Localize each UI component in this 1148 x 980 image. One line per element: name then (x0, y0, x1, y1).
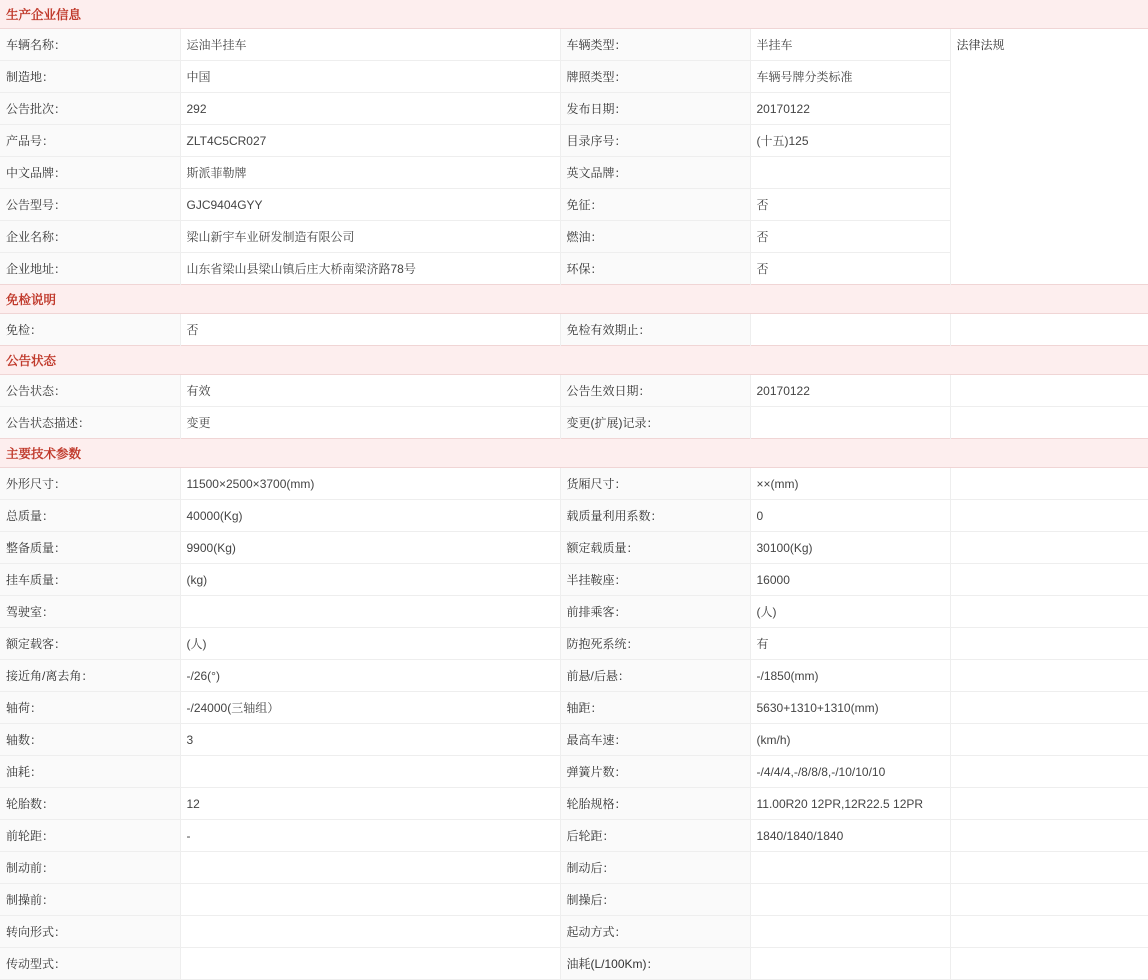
section-title-exemption: 免检说明 (0, 285, 1148, 314)
row-label: 免检： (0, 314, 180, 346)
row-label-2: 前悬/后悬： (560, 660, 750, 692)
row-label: 总质量： (0, 500, 180, 532)
row-label-2: 车辆类型： (560, 29, 750, 61)
spacer-cell (950, 564, 1148, 596)
row-label-2: 环保： (560, 253, 750, 285)
row-label: 公告状态： (0, 375, 180, 407)
row-value-2 (750, 884, 950, 916)
section-header-exemption (0, 285, 1148, 314)
row-label-2: 最高车速： (560, 724, 750, 756)
row-label-2: 牌照类型： (560, 61, 750, 93)
row-value: 中国 (180, 61, 560, 93)
row-label: 油耗： (0, 756, 180, 788)
spacer-cell (950, 628, 1148, 660)
row-value-2: 否 (750, 221, 950, 253)
row-value: 有效 (180, 375, 560, 407)
row-value-2: -/4/4/4,-/8/8/8,-/10/10/10 (750, 756, 950, 788)
spacer-cell (950, 532, 1148, 564)
row-label: 企业地址： (0, 253, 180, 285)
section-title-manufacturer: 生产企业信息 (0, 0, 1148, 29)
table-row (0, 820, 1148, 852)
row-value: -/24000(三轴组） (180, 692, 560, 724)
row-value: 292 (180, 93, 560, 125)
spacer-cell (950, 820, 1148, 852)
row-value-2 (750, 852, 950, 884)
row-label-2: 起动方式： (560, 916, 750, 948)
row-label-2: 前排乘客： (560, 596, 750, 628)
row-label-2: 燃油： (560, 221, 750, 253)
row-label: 公告批次： (0, 93, 180, 125)
row-label-2: 制动后： (560, 852, 750, 884)
table-row (0, 375, 1148, 407)
row-label-2: 额定载质量： (560, 532, 750, 564)
row-label: 驾驶室： (0, 596, 180, 628)
spacer-cell (950, 500, 1148, 532)
row-label-2: 后轮距： (560, 820, 750, 852)
row-label-2: 变更(扩展)记录： (560, 407, 750, 439)
row-value-2 (750, 157, 950, 189)
row-value-2 (750, 407, 950, 439)
row-value: 山东省梁山县梁山镇后庄大桥南梁济路78号 (180, 253, 560, 285)
row-value: 11500×2500×3700(mm) (180, 468, 560, 500)
row-label-2: 免检有效期止： (560, 314, 750, 346)
row-value: 斯派菲勒牌 (180, 157, 560, 189)
row-label-2: 公告生效日期： (560, 375, 750, 407)
row-value: 12 (180, 788, 560, 820)
spacer-cell (950, 660, 1148, 692)
spacer-cell (950, 596, 1148, 628)
row-label: 转向形式： (0, 916, 180, 948)
spacer-cell (950, 916, 1148, 948)
law-link[interactable]: 法律法规 (956, 38, 1005, 52)
table-row (0, 852, 1148, 884)
row-value-2: ××(mm) (750, 468, 950, 500)
spacer-cell (950, 788, 1148, 820)
table-row (0, 692, 1148, 724)
row-value-2: 20170122 (750, 375, 950, 407)
row-value: 40000(Kg) (180, 500, 560, 532)
row-value: 3 (180, 724, 560, 756)
section-title-status: 公告状态 (0, 346, 1148, 375)
row-value-2: 否 (750, 253, 950, 285)
row-label-2: 货厢尺寸： (560, 468, 750, 500)
table-row (0, 500, 1148, 532)
section-header-specs (0, 439, 1148, 468)
table-row (0, 724, 1148, 756)
row-label: 公告型号： (0, 189, 180, 221)
row-value (180, 756, 560, 788)
table-row (0, 596, 1148, 628)
table-row (0, 532, 1148, 564)
row-value: 9900(Kg) (180, 532, 560, 564)
row-value-2: 30100(Kg) (750, 532, 950, 564)
row-label: 轴荷： (0, 692, 180, 724)
row-value (180, 948, 560, 980)
row-value-2: 有 (750, 628, 950, 660)
section-header-manufacturer (0, 0, 1148, 29)
row-value-2: (十五)125 (750, 125, 950, 157)
row-label-2: 免征： (560, 189, 750, 221)
table-row (0, 314, 1148, 346)
row-value: GJC9404GYY (180, 189, 560, 221)
spacer-cell (950, 407, 1148, 439)
row-label: 挂车质量： (0, 564, 180, 596)
row-value (180, 852, 560, 884)
row-value: 梁山新宇车业研发制造有限公司 (180, 221, 560, 253)
row-value-2 (750, 314, 950, 346)
row-label-2: 轮胎规格： (560, 788, 750, 820)
row-value (180, 884, 560, 916)
row-label-2: 轴距： (560, 692, 750, 724)
row-value: (kg) (180, 564, 560, 596)
table-row (0, 916, 1148, 948)
row-label: 整备质量： (0, 532, 180, 564)
row-value-2: 11.00R20 12PR,12R22.5 12PR (750, 788, 950, 820)
table-row (0, 884, 1148, 916)
row-value-2: 0 (750, 500, 950, 532)
row-value-2: (人) (750, 596, 950, 628)
spacer-cell (950, 468, 1148, 500)
spacer-cell (950, 375, 1148, 407)
row-label: 车辆名称： (0, 29, 180, 61)
row-label-2: 防抱死系统： (560, 628, 750, 660)
table-row (0, 564, 1148, 596)
row-label: 额定载客： (0, 628, 180, 660)
spacer-cell (950, 852, 1148, 884)
row-value-2: 1840/1840/1840 (750, 820, 950, 852)
row-value-2: 车辆号牌分类标准 (750, 61, 950, 93)
row-value-2: (km/h) (750, 724, 950, 756)
row-label: 制动前： (0, 852, 180, 884)
row-label-2: 半挂鞍座： (560, 564, 750, 596)
row-value: ZLT4C5CR027 (180, 125, 560, 157)
row-label: 制造地： (0, 61, 180, 93)
row-value-2: 5630+1310+1310(mm) (750, 692, 950, 724)
row-label-2: 制操后： (560, 884, 750, 916)
row-value-2 (750, 948, 950, 980)
spacer-cell (950, 724, 1148, 756)
row-value (180, 596, 560, 628)
table-row (0, 948, 1148, 980)
section-title-specs: 主要技术参数 (0, 439, 1148, 468)
row-value-2: 20170122 (750, 93, 950, 125)
table-row (0, 756, 1148, 788)
spacer-cell (950, 314, 1148, 346)
row-value-2: 16000 (750, 564, 950, 596)
row-label: 产品号： (0, 125, 180, 157)
row-label: 制操前： (0, 884, 180, 916)
table-row (0, 628, 1148, 660)
spacer-cell (950, 756, 1148, 788)
row-value-2: 半挂车 (750, 29, 950, 61)
section-header-status (0, 346, 1148, 375)
row-label: 外形尺寸： (0, 468, 180, 500)
row-value: - (180, 820, 560, 852)
row-value-2: 否 (750, 189, 950, 221)
table-row (0, 468, 1148, 500)
spacer-cell (950, 692, 1148, 724)
row-value-2 (750, 916, 950, 948)
row-label-2: 发布日期： (560, 93, 750, 125)
row-label: 公告状态描述： (0, 407, 180, 439)
row-label: 中文品牌： (0, 157, 180, 189)
row-value: 变更 (180, 407, 560, 439)
row-label: 传动型式： (0, 948, 180, 980)
row-label: 接近角/离去角： (0, 660, 180, 692)
row-label: 轮胎数： (0, 788, 180, 820)
row-label: 前轮距： (0, 820, 180, 852)
table-row (0, 788, 1148, 820)
row-value: 运油半挂车 (180, 29, 560, 61)
table-row (0, 660, 1148, 692)
table-row (0, 29, 1148, 61)
row-label: 轴数： (0, 724, 180, 756)
row-value: -/26(°) (180, 660, 560, 692)
row-value: 否 (180, 314, 560, 346)
row-value-2: -/1850(mm) (750, 660, 950, 692)
table-row (0, 407, 1148, 439)
row-label-2: 目录序号： (560, 125, 750, 157)
row-label-2: 油耗(L/100Km)： (560, 948, 750, 980)
spacer-cell (950, 948, 1148, 980)
row-label-2: 弹簧片数： (560, 756, 750, 788)
spacer-cell (950, 884, 1148, 916)
row-label-2: 英文品牌： (560, 157, 750, 189)
row-value (180, 916, 560, 948)
row-label: 企业名称： (0, 221, 180, 253)
row-label-2: 载质量利用系数： (560, 500, 750, 532)
row-value: (人) (180, 628, 560, 660)
